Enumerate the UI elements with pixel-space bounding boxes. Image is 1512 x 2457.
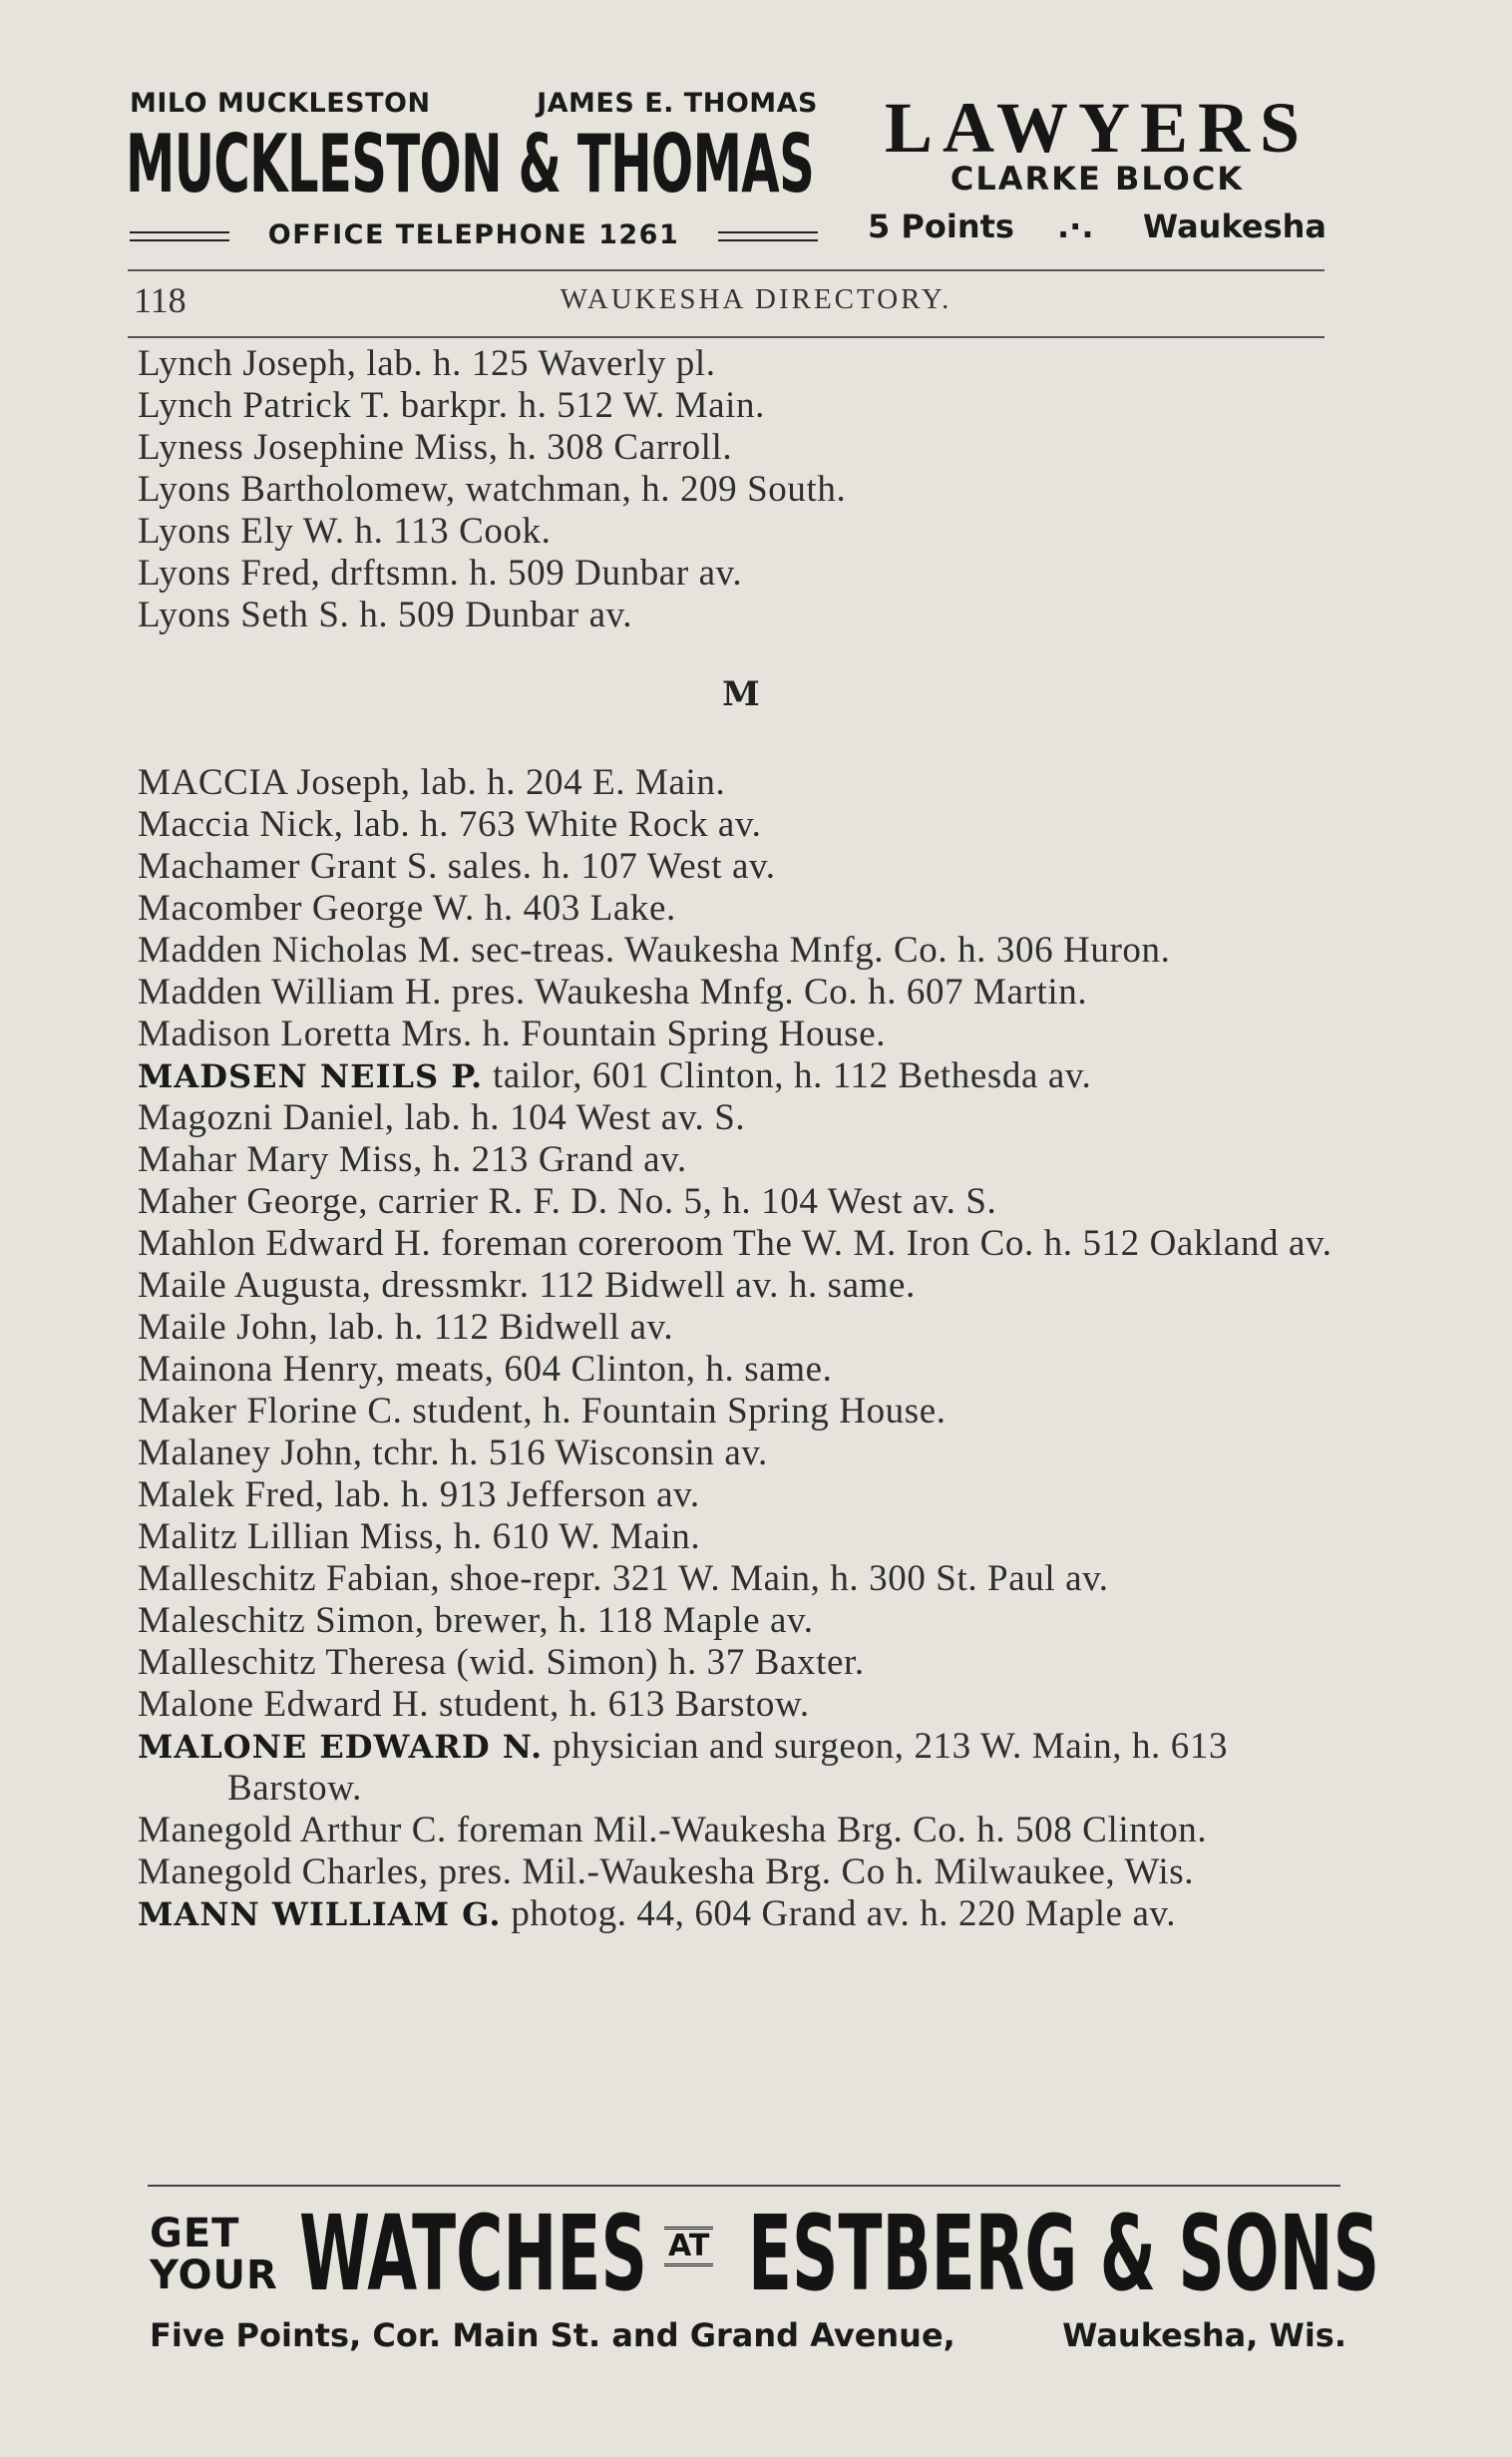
entry-text: photog. 44, 604 Grand av. h. 220 Maple av. [501,1893,1177,1934]
directory-entry [138,1307,1344,1349]
directory-entries [138,343,1344,1935]
entry-text: Maccia Nick, lab. h. 763 White Rock av. [138,804,762,845]
partner-name-2: JAMES E. THOMAS [537,88,818,119]
page-number: 118 [134,280,187,320]
entry-text: Mahlon Edward H. foreman coreroom The W. M. Iron Co. h. 512 Oakland av. [138,1223,1332,1264]
store-city: Waukesha, Wis. [1062,2316,1346,2354]
entry-text: Malaney John, tchr. h. 516 Wisconsin av. [138,1433,768,1473]
section-letter: M [722,674,760,714]
entry-text: Machamer Grant S. sales. h. 107 West av. [138,846,776,887]
directory-entry [138,1014,1344,1055]
entry-text: Madison Loretta Mrs. h. Fountain Spring House. [138,1014,887,1054]
entries-l-section [138,343,1344,636]
directory-entry [138,1474,1344,1516]
entry-text: Magozni Daniel, lab. h. 104 West av. S. [138,1097,746,1138]
phone-row [130,215,818,255]
directory-entry [138,1055,1344,1097]
entry-text: Madden Nicholas M. sec-treas. Waukesha Mnfg. Co. h. 306 Huron. [138,930,1171,971]
directory-entry [138,1391,1344,1433]
profession-heading: LAWYERS [884,88,1311,168]
directory-entry [138,1349,1344,1391]
entry-text: Maher George, carrier R. F. D. No. 5, h. 104 West av. S. [138,1181,997,1222]
running-title: WAUKESHA DIRECTORY. [560,283,952,315]
header-rule-top [128,269,1324,271]
location-five-points: 5 Points [868,207,1014,245]
office-telephone: OFFICE TELEPHONE 1261 [267,219,680,250]
directory-entry [138,1810,1344,1851]
directory-entry [138,930,1344,972]
entry-text: Maleschitz Simon, brewer, h. 118 Maple av. [138,1600,814,1641]
entry-bold-name: MALONE EDWARD N. [138,1728,544,1766]
entry-text: Macomber George W. h. 403 Lake. [138,888,676,929]
directory-entry [138,1642,1344,1684]
entry-text: Maile Augusta, dressmkr. 112 Bidwell av. h. same. [138,1265,916,1306]
directory-entry [138,1181,1344,1223]
partner-names [130,88,818,122]
decorative-double-rule-right [718,231,818,233]
firm-name: MUCKLESTON & THOMAS [126,118,815,210]
entry-text: Malleschitz Theresa (wid. Simon) h. 37 Baxter. [138,1642,865,1683]
directory-entry: Lyons Fred, drftsmn. h. 509 Dunbar av. [138,553,743,594]
directory-entry [138,1726,1344,1810]
at-word: AT [664,2227,713,2266]
directory-entry [138,1684,1344,1726]
entry-text: Maile John, lab. h. 112 Bidwell av. [138,1307,674,1348]
entries-m-section [138,762,1344,1935]
entry-text: Manegold Arthur C. foreman Mil.-Waukesha Brg. Co. h. 508 Clinton. [138,1810,1208,1850]
entry-text: Malleschitz Fabian, shoe-repr. 321 W. Main, h. 300 St. Paul av. [138,1558,1109,1599]
directory-entry [138,1433,1344,1474]
store-address-row [150,2316,1346,2360]
directory-entry: Lyness Josephine Miss, h. 308 Carroll. [138,427,733,468]
directory-entry [138,1893,1344,1935]
directory-entry [138,1265,1344,1307]
ad-right-block [868,88,1326,257]
get-your-label [150,2213,299,2296]
entry-text: Malitz Lillian Miss, h. 610 W. Main. [138,1516,701,1557]
lawyer-advertisement [126,88,1326,257]
entry-bold-name: MANN WILLIAM G. [138,1895,502,1933]
directory-entry: Lyons Ely W. h. 113 Cook. [138,511,552,552]
header-rule-bottom [128,336,1324,338]
jeweler-advertisement [150,2193,1380,2372]
directory-entry [138,1516,1344,1558]
location-city: Waukesha [1142,207,1326,245]
watches-word: WATCHES [299,2193,647,2314]
entry-text: Madden William H. pres. Waukesha Mnfg. Co. h. 607 Martin. [138,972,1088,1013]
entry-text: Manegold Charles, pres. Mil.-Waukesha Brg. Co h. Milwaukee, Wis. [138,1851,1195,1892]
directory-entry [138,1558,1344,1600]
directory-entry [138,1097,1344,1139]
store-name: ESTBERG & SONS [748,2193,1380,2314]
directory-entry [138,888,1344,930]
directory-entry: Lynch Joseph, lab. h. 125 Waverly pl. [138,343,716,384]
location-row [868,207,1326,247]
directory-entry [138,762,1344,804]
directory-entry [138,1851,1344,1893]
get-word: GET [150,2211,240,2256]
directory-entry [138,972,1344,1014]
directory-entry: Lyons Bartholomew, watchman, h. 209 South. [138,469,847,510]
building-name: CLARKE BLOCK [949,160,1245,198]
location-separator: .·. [1057,207,1094,245]
entry-text: physician and surgeon, 213 W. Main, h. 613 Barstow. [227,1726,1229,1809]
entry-text: Maker Florine C. student, h. Fountain Spring House. [138,1391,946,1432]
directory-entry [138,1600,1344,1642]
partner-name-1: MILO MUCKLESTON [130,88,431,119]
directory-entry [138,804,1344,846]
entry-text: Mahar Mary Miss, h. 213 Grand av. [138,1139,687,1180]
footer-rule [148,2185,1340,2187]
store-address: Five Points, Cor. Main St. and Grand Avenue, [150,2316,955,2354]
directory-entry [138,846,1344,888]
entry-text: Malek Fred, lab. h. 913 Jefferson av. [138,1474,700,1515]
entry-text: Malone Edward H. student, h. 613 Barstow. [138,1684,810,1725]
entry-text: MACCIA Joseph, lab. h. 204 E. Main. [138,762,726,803]
directory-entry [138,1223,1344,1265]
directory-entry: Lyons Seth S. h. 509 Dunbar av. [138,595,633,635]
directory-entry: Lynch Patrick T. barkpr. h. 512 W. Main. [138,385,765,426]
directory-entry [138,1139,1344,1181]
entry-bold-name: MADSEN NEILS P. [138,1057,484,1095]
entry-text: Mainona Henry, meats, 604 Clinton, h. same. [138,1349,833,1390]
entry-text: tailor, 601 Clinton, h. 112 Bethesda av. [483,1055,1092,1096]
your-word: YOUR [150,2252,278,2298]
